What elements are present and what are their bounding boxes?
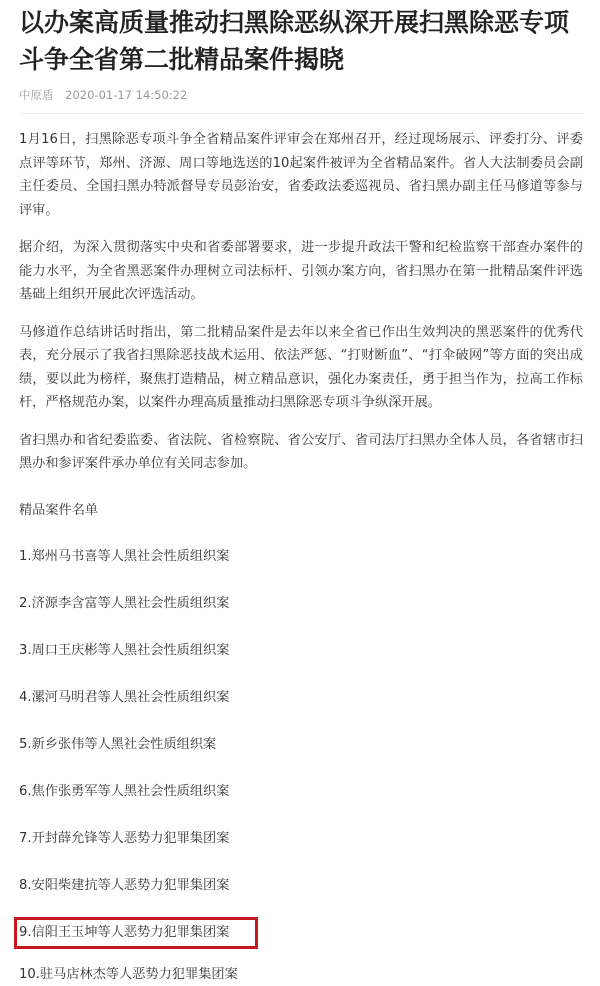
article-title: 以办案高质量推动扫黑除恶纵深开展扫黑除恶专项斗争全省第二批精品案件揭晓 — [19, 8, 570, 74]
case-item-7: 7.开封薛允锋等人恶势力犯罪集团案 — [19, 830, 230, 846]
article-source[interactable]: 中原盾 — [19, 88, 54, 102]
highlight-box-wrapper — [19, 917, 583, 949]
paragraph-2: 据介绍，为深入贯彻落实中央和省委部署要求，进一步提升政法干警和纪检监察干部查办案件的能力水平，为全省黑恶案件办理树立司法标杆、引领办案方向，省扫黑办在第一批精品案件评选基础上组织开展此次评选活动。 — [19, 240, 583, 302]
case-item-6: 6.焦作张勇军等人黑社会性质组织案 — [19, 783, 230, 799]
case-item-3: 3.周口王庆彬等人黑社会性质组织案 — [19, 643, 230, 659]
case-item-1: 1.郑州马书喜等人黑社会性质组织案 — [19, 549, 230, 565]
case-item-4: 4.漯河马明君等人黑社会性质组织案 — [19, 690, 230, 706]
paragraph-1: 1月16日，扫黑除恶专项斗争全省精品案件评审会在郑州召开，经过现场展示、评委打分、评委点评等环节，郑州、济源、周口等地选送的10起案件被评为全省精品案件。省人大法制委员会副主任委员、全国扫黑办特派督导专员彭治安，省委政法委巡视员、省扫黑办副主任马修道等参与评审。 — [19, 132, 583, 218]
case-item-5: 5.新乡张伟等人黑社会性质组织案 — [19, 736, 217, 752]
case-item-10: 10.驻马店林杰等人恶势力犯罪集团案 — [19, 966, 238, 982]
case-item-9-highlighted: 9.信阳王玉坤等人恶势力犯罪集团案 — [14, 917, 258, 949]
article-meta — [19, 87, 583, 103]
case-list-heading: 精品案件名单 — [19, 502, 99, 518]
paragraph-3: 马修道作总结讲话时指出，第二批精品案件是去年以来全省已作出生效判决的黑恶案件的优秀代表，充分展示了我省扫黑除恶技战术运用、依法严惩、“打财断血”、“打伞破网”等方面的突出成绩，要以此为榜样，聚焦打造精品，树立精品意识，强化办案责任，勇于担当作为，拉高工作标杆，严格规范办案，以案件办理高质量推动扫黑除恶专项斗争纵深开展。 — [19, 324, 583, 410]
case-item-2: 2.济源李含富等人黑社会性质组织案 — [19, 596, 230, 612]
article-datetime: 2020-01-17 14:50:22 — [65, 88, 188, 102]
case-item-8: 8.安阳柴建抗等人恶势力犯罪集团案 — [19, 877, 230, 893]
paragraph-4: 省扫黑办和省纪委监委、省法院、省检察院、省公安厅、省司法厅扫黑办全体人员，各省辖市扫黑办和参评案件承办单位有关同志参加。 — [19, 432, 583, 471]
divider — [19, 113, 583, 114]
